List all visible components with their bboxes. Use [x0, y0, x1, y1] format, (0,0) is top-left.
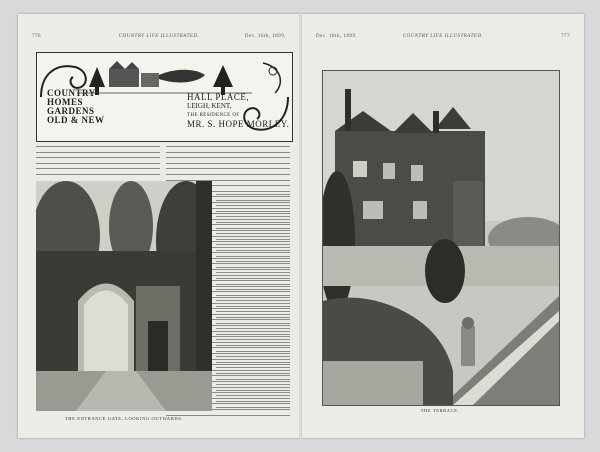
- entrance-gate-photo: [36, 181, 212, 411]
- page-number-right: 777: [561, 34, 570, 39]
- running-title-right: COUNTRY LIFE ILLUSTRATED.: [402, 34, 484, 39]
- running-title: COUNTRY LIFE ILLUSTRATED.: [118, 34, 200, 39]
- issue-date: Dec. 16th, 1899.: [244, 34, 286, 39]
- left-page: [18, 14, 300, 438]
- right-photo-caption: THE TERRACE.: [420, 408, 460, 413]
- body-text-column-1: [36, 146, 160, 180]
- left-running-head: [32, 34, 286, 44]
- body-text-column-3: [216, 194, 290, 412]
- residence-label: THE RESIDENCE OF: [187, 113, 240, 118]
- series-title: COUNTRY HOMES GARDENS OLD & NEW: [47, 88, 105, 125]
- right-page: [302, 14, 584, 438]
- place-location: LEIGH, KENT,: [187, 102, 232, 110]
- page-number: 776: [32, 34, 41, 39]
- owner-name: MR. S. HOPE MORLEY.: [187, 119, 290, 129]
- article-banner: [36, 52, 293, 142]
- magazine-spread: [18, 14, 584, 438]
- issue-date-right: Dec. 16th, 1899.: [316, 34, 358, 39]
- article-heading: [187, 93, 289, 129]
- terrace-photo: [322, 70, 560, 406]
- place-name: HALL PLACE,: [187, 92, 250, 102]
- left-photo-caption: THE ENTRANCE GATE, LOOKING OUTWARDS.: [64, 416, 184, 421]
- right-running-head: [316, 34, 570, 44]
